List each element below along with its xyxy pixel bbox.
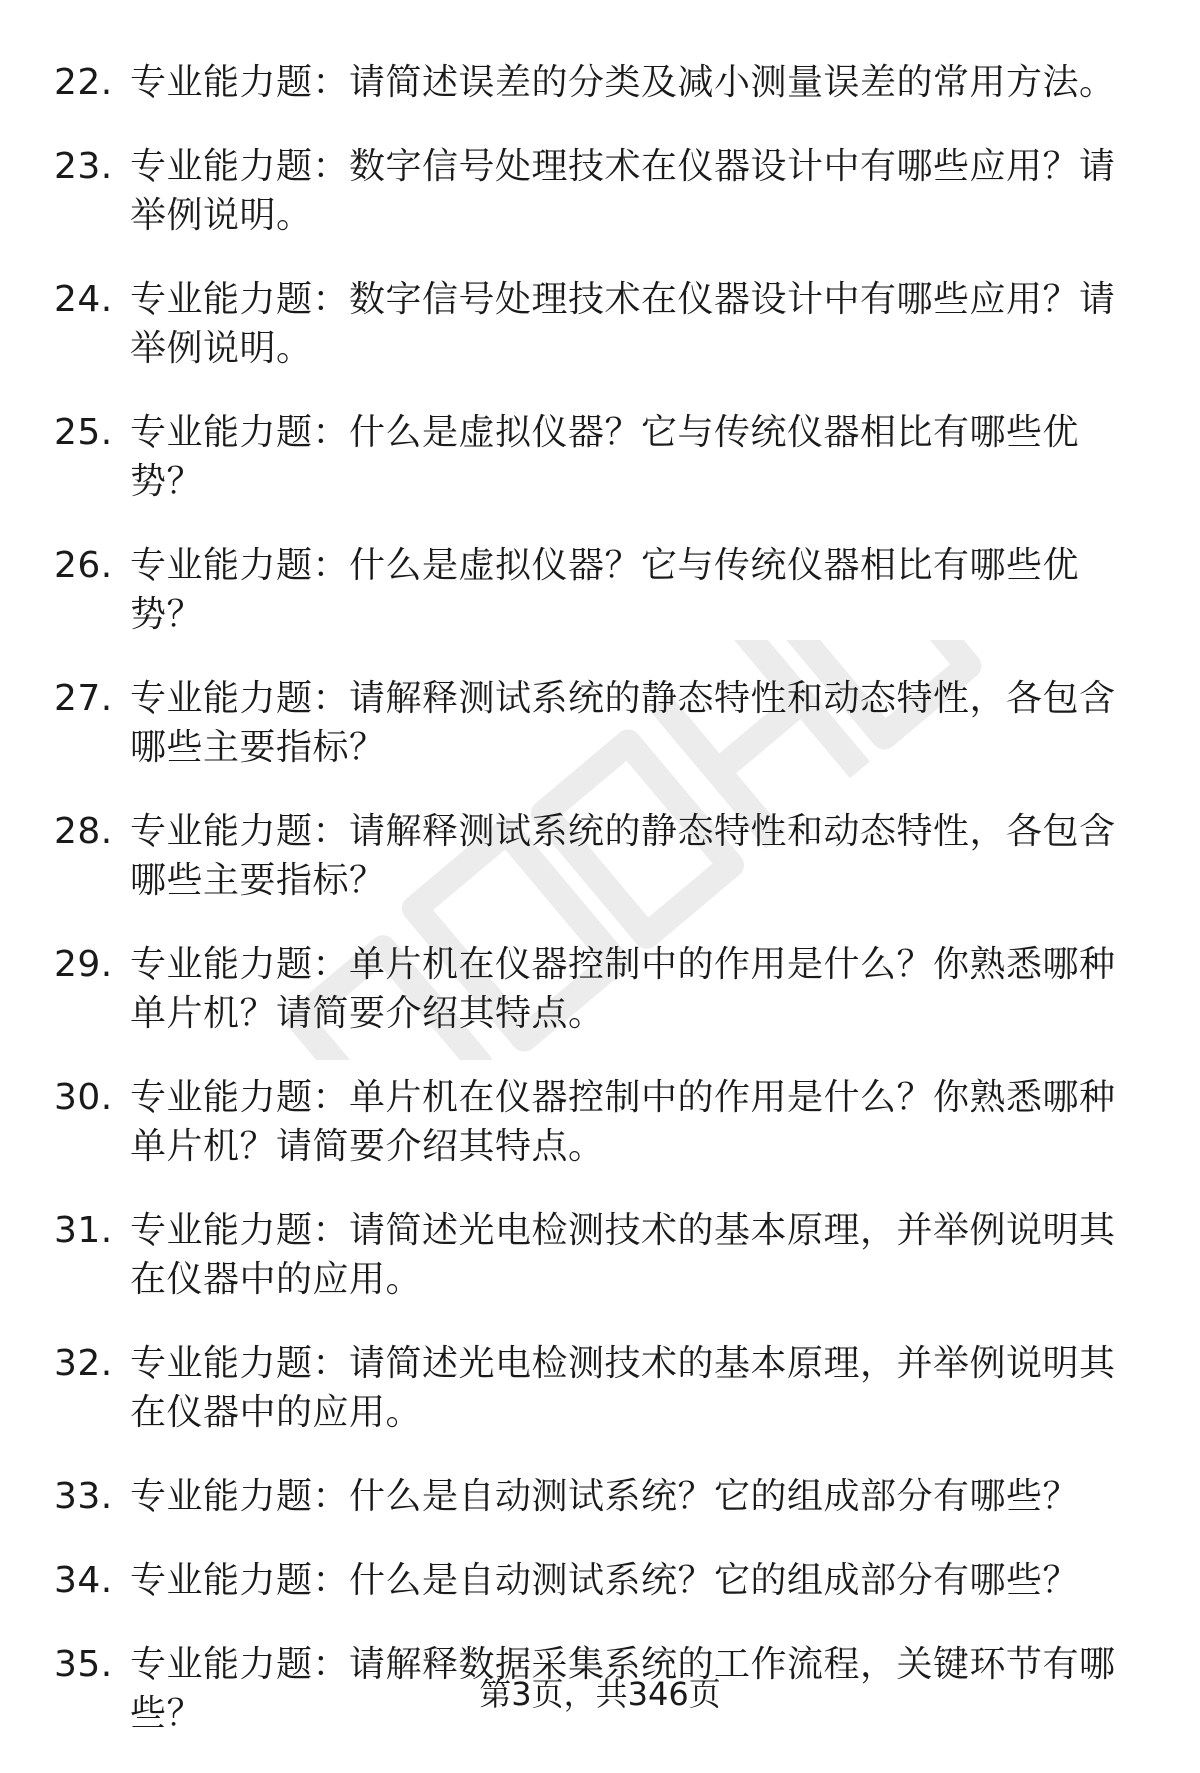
question-text: 专业能力题：什么是虚拟仪器？它与传统仪器相比有哪些优势？ bbox=[130, 545, 1080, 635]
question-number: 24. bbox=[54, 279, 113, 320]
question-item bbox=[54, 1206, 1144, 1304]
question-text: 专业能力题：请解释数据采集系统的工作流程，关键环节有哪些？ bbox=[130, 1644, 1116, 1734]
question-number: 23. bbox=[54, 146, 113, 187]
question-list bbox=[54, 58, 1144, 1773]
question-text: 专业能力题：请简述光电检测技术的基本原理，并举例说明其在仪器中的应用。 bbox=[130, 1343, 1116, 1433]
question-number: 26. bbox=[54, 545, 113, 586]
question-text: 专业能力题：数字信号处理技术在仪器设计中有哪些应用？请举例说明。 bbox=[130, 279, 1116, 369]
question-item bbox=[54, 940, 1144, 1038]
question-item bbox=[54, 807, 1144, 905]
question-text: 专业能力题：请简述光电检测技术的基本原理，并举例说明其在仪器中的应用。 bbox=[130, 1210, 1116, 1300]
page-footer: 第3页，共346页 bbox=[479, 1675, 721, 1713]
question-text: 专业能力题：请解释测试系统的静态特性和动态特性，各包含哪些主要指标？ bbox=[130, 811, 1116, 901]
question-number: 34. bbox=[54, 1560, 113, 1601]
question-number: 29. bbox=[54, 944, 113, 985]
question-number: 28. bbox=[54, 811, 113, 852]
question-item bbox=[54, 1073, 1144, 1171]
question-text: 专业能力题：数字信号处理技术在仪器设计中有哪些应用？请举例说明。 bbox=[130, 146, 1116, 236]
question-text: 专业能力题：单片机在仪器控制中的作用是什么？你熟悉哪种单片机？请简要介绍其特点。 bbox=[130, 1077, 1116, 1167]
question-item bbox=[54, 58, 1144, 107]
question-text: 专业能力题：单片机在仪器控制中的作用是什么？你熟悉哪种单片机？请简要介绍其特点。 bbox=[130, 944, 1116, 1034]
question-item bbox=[54, 1472, 1144, 1521]
question-text: 专业能力题：请简述误差的分类及减小测量误差的常用方法。 bbox=[130, 62, 1116, 103]
question-number: 30. bbox=[54, 1077, 113, 1118]
question-number: 33. bbox=[54, 1476, 113, 1517]
question-item bbox=[54, 1556, 1144, 1605]
question-text: 专业能力题：请解释测试系统的静态特性和动态特性，各包含哪些主要指标？ bbox=[130, 678, 1116, 768]
question-text: 专业能力题：什么是自动测试系统？它的组成部分有哪些？ bbox=[130, 1476, 1080, 1517]
question-text: 专业能力题：什么是虚拟仪器？它与传统仪器相比有哪些优势？ bbox=[130, 412, 1080, 502]
question-item bbox=[54, 142, 1144, 240]
question-number: 31. bbox=[54, 1210, 113, 1251]
question-number: 27. bbox=[54, 678, 113, 719]
question-item bbox=[54, 1339, 1144, 1437]
question-text: 专业能力题：什么是自动测试系统？它的组成部分有哪些？ bbox=[130, 1560, 1080, 1601]
question-number: 35. bbox=[54, 1644, 113, 1685]
question-number: 22. bbox=[54, 62, 113, 103]
question-item bbox=[54, 408, 1144, 506]
question-item bbox=[54, 275, 1144, 373]
question-item bbox=[54, 541, 1144, 639]
question-item bbox=[54, 674, 1144, 772]
question-number: 32. bbox=[54, 1343, 113, 1384]
question-number: 25. bbox=[54, 412, 113, 453]
